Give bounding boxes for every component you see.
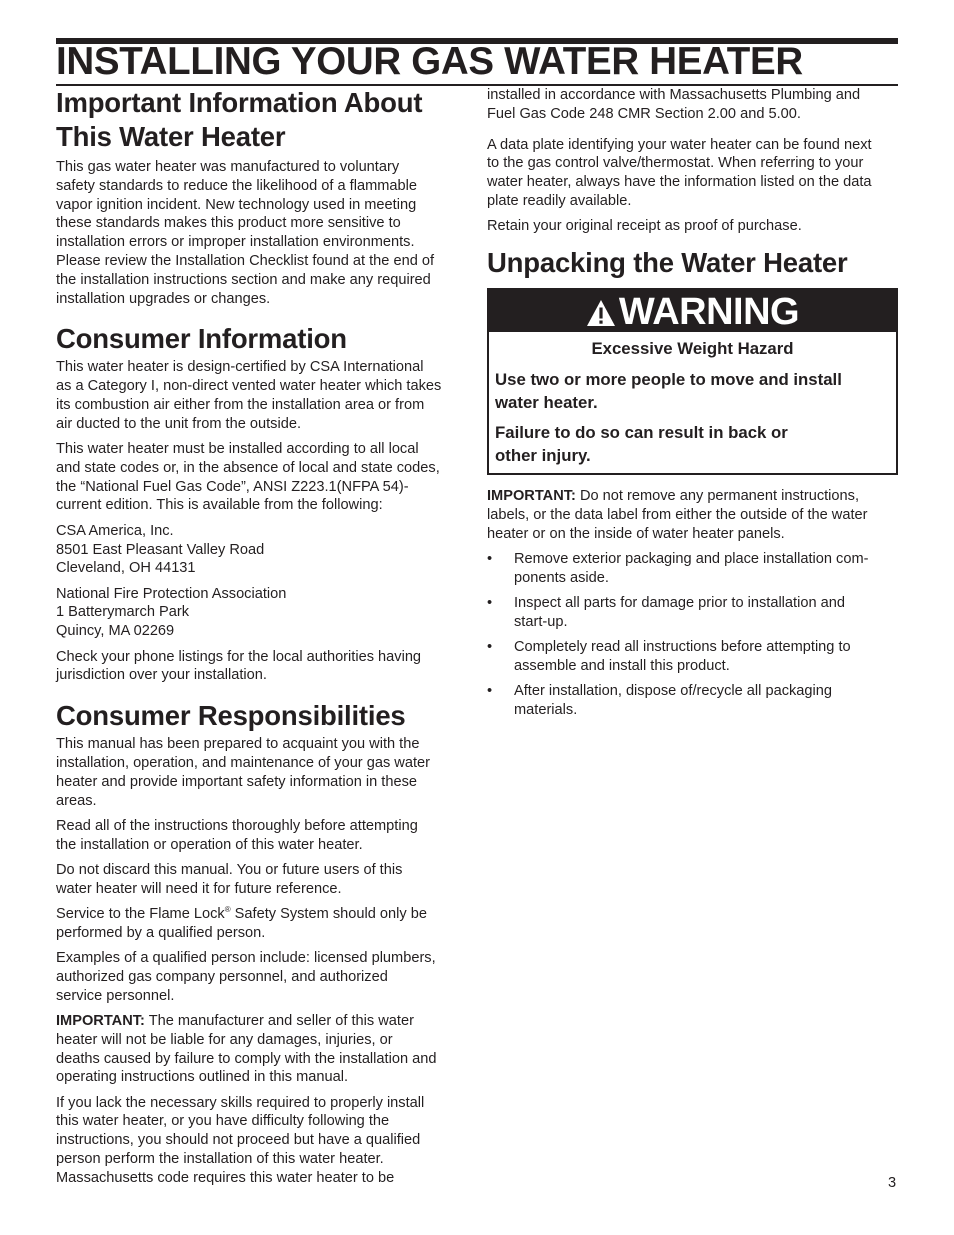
page-number: 3	[888, 1175, 897, 1191]
warning-label: WARNING	[618, 291, 800, 334]
csa-address: CSA America, Inc. 8501 East Pleasant Valley Road Cleveland, OH 44131	[56, 522, 265, 577]
unpacking-bullet-list	[487, 550, 898, 720]
responsibilities-paragraph-1: This manual has been prepared to acquaint you with the installation, operation, and maintenance of your gas water heater and provide important safety information in these areas.	[56, 736, 430, 809]
data-plate-paragraph: A data plate identifying your water heater can be found next to the gas control valve/thermostat. When referring to your water heater, always have the information listed on the data plate readily available.	[487, 136, 872, 209]
list-item: • Remove exterior packaging and place installation com- ponents aside.	[487, 550, 869, 586]
list-item: • Inspect all parts for damage prior to installation and start-up.	[487, 595, 845, 630]
unpacking-heading: Unpacking the Water Heater	[487, 247, 848, 279]
warning-box	[487, 288, 898, 475]
bullet: •	[487, 639, 493, 656]
consumer-responsibilities-heading: Consumer Responsibilities	[56, 700, 406, 732]
consumer-information-heading: Consumer Information	[56, 323, 347, 355]
registered-mark: ®	[224, 905, 231, 915]
consumer-info-paragraph-2: This water heater must be installed according to all local and state codes or, in the absence of local and state codes, the “National Fuel Gas Code”, ANSI Z223.1(NFPA 54)- current edition. This is available from the following:	[56, 441, 440, 514]
important-info-paragraph: This gas water heater was manufactured to voluntary safety standards to reduce the likelihood of a flammable vapor ignition incident. New technology used in meeting these standards makes this product more sensitive to installation errors or improper installation environments. Please review the Installation Checklist found at the end of the installation instructions section and make any required installation upgrades or changes.	[56, 159, 435, 307]
responsibilities-paragraph-4: Service to the Flame Lock® Safety System should only be performed by a qualified person.	[56, 905, 427, 941]
important-info-heading: Important Information About This Water Heater	[56, 87, 423, 152]
right-column	[487, 86, 898, 726]
consumer-info-paragraph-1: This water heater is design-certified by CSA International as a Category I, non-direct vented water heater which takes its combustion air either from the installation area or from air ducted to the unit from the outside.	[56, 359, 442, 432]
list-item: • After installation, dispose of/recycle all packaging materials.	[487, 683, 832, 719]
warning-text-1: Use two or more people to move and install water heater.	[495, 370, 842, 413]
warning-text-2: Failure to do so can result in back or other injury.	[495, 423, 788, 466]
responsibilities-paragraph-5: Examples of a qualified person include: licensed plumbers, authorized gas company personnel, and authorized service personnel.	[56, 950, 436, 1004]
responsibilities-paragraph-3: Do not discard this manual. You or future users of this water heater will need it for future reference.	[56, 861, 403, 897]
responsibilities-paragraph-2: Read all of the instructions thoroughly before attempting the installation or operation of this water heater.	[56, 817, 418, 853]
important-label: IMPORTANT:	[56, 1012, 145, 1029]
receipt-paragraph: Retain your original receipt as proof of purchase.	[487, 218, 802, 235]
responsibilities-paragraph-7: If you lack the necessary skills required to properly install this water heater, or you have difficulty following the instructions, you should not proceed but have a qualified person perform the installation of this water heater. Massachusetts code requires this water heater to be	[56, 1094, 425, 1186]
bullet: •	[487, 550, 493, 567]
warning-body	[489, 332, 896, 473]
bullet: •	[487, 683, 493, 700]
bullet: •	[487, 595, 493, 612]
continued-paragraph: installed in accordance with Massachusetts Plumbing and Fuel Gas Code 248 CMR Section 2.00 and 5.00.	[487, 87, 861, 122]
left-column	[56, 86, 470, 1194]
warning-triangle-icon	[586, 299, 616, 327]
responsibilities-important-paragraph: IMPORTANT: The manufacturer and seller of this water heater will not be liable for any damages, injuries, or deaths caused by failure to comply with the installation and operating instructions outlined in this manual.	[56, 1012, 437, 1086]
warning-header	[489, 290, 896, 332]
list-item: • Completely read all instructions before attempting to assemble and install this product.	[487, 639, 851, 674]
unpacking-important-paragraph: IMPORTANT: Do not remove any permanent instructions, labels, or the data label from either the outside of the water heater or on the inside of water heater panels.	[487, 488, 868, 542]
page-title: INSTALLING YOUR GAS WATER HEATER	[56, 40, 803, 83]
consumer-info-paragraph-3: Check your phone listings for the local authorities having jurisdiction over your installation.	[56, 648, 422, 684]
warning-subtitle: Excessive Weight Hazard	[591, 339, 794, 359]
nfpa-address: National Fire Protection Association 1 Batterymarch Park Quincy, MA 02269	[56, 585, 287, 640]
important-label: IMPORTANT:	[487, 488, 576, 505]
